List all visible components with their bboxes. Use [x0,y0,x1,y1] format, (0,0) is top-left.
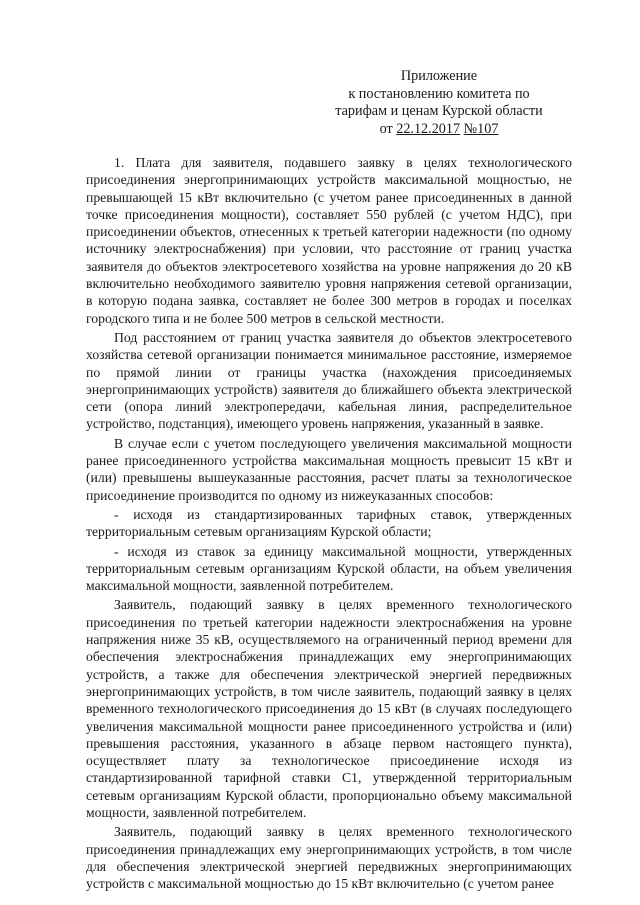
appendix-title: Приложение [400,68,478,84]
paragraph-6: Заявитель, подающий заявку в целях временного технологического присоединения по третьей категории надежности электроснабжения на уровне напряжения ниже 35 кВ, осуществляемого на ограниченный период времени для обеспечения электроснабжения принадлежащих ему энергопринимающих устройств, а также для обеспечения электрической энергией передвижных энергопринимающих устройств, в том числе заявитель, подающий заявку в целях временного технологического присоединения до 15 кВт (в случаях последующего увеличения максимальной мощности ранее присоединенного устройства и (или) превышения расстояния, указанного в абзаце первом настоящего пункта), осуществляет плату за технологическое присоединение исходя из стандартизированной тарифной ставки С1, утвержденной территориальным сетевым организациям Курской области, пропорционально объему максимальной мощности, заявленной потребителем. [86,597,572,820]
document-body [86,154,572,894]
appendix-reference-line: к постановлению комитета по [348,85,530,102]
appendix-date-line [324,121,554,139]
appendix-header [324,68,554,138]
paragraph-4: - исходя из стандартизированных тарифных ставок, утвержденных территориальным сетевым организациям Курской области; [86,506,572,540]
paragraph-2: Под расстоянием от границ участка заявителя до объектов электросетевого хозяйства сетевой организации понимается минимальное расстояние, измеряемое по прямой линии от границы участка (нахождения присоединяемых энергопринимающих устройств) заявителя до ближайшего объекта электрической сети (опора линий электропередачи, кабельная линия, распределительное устройство, подстанция), имеющего уровень напряжения, указанный в заявке. [86,329,572,432]
appendix-committee-line: тарифам и ценам Курской области [335,103,543,119]
resolution-date: 22.12.2017 [396,120,461,137]
date-prefix: от [379,120,393,137]
paragraph-7: Заявитель, подающий заявку в целях временного технологического присоединения принадлежащих ему энергопринимающих устройств, в том числе для обеспечения электрической энергией передвижных энергопринимающих устройств с максимальной мощностью до 15 кВт включительно (с учетом ранее [86,824,572,892]
paragraph-1: 1. Плата для заявителя, подавшего заявку в целях технологического присоединения энергопринимающих устройств максимальной мощностью, не превышающей 15 кВт включительно (с учетом ранее присоединенных в данной точке присоединения мощности), составляет 550 рублей (с учетом НДС), при присоединении объектов, отнесенных к третьей категории надежности (по одному источнику электроснабжения) при условии, что расстояние от границ участка заявителя до объектов электросетевого хозяйства на уровне напряжения до 20 кВ включительно необходимого заявителю уровня напряжения сетевой организации, в которую подана заявка, составляет не более 300 метров в городах и поселках городского типа и не более 500 метров в сельской местности. [86,155,572,326]
resolution-number: №107 [463,120,499,137]
paragraph-5: - исходя из ставок за единицу максимальной мощности, утвержденных территориальным сетевым организациям Курской области, на объем увеличения максимальной мощности, заявленной потребителем. [86,543,572,594]
paragraph-3: В случае если с учетом последующего увеличения максимальной мощности ранее присоединенного устройства максимальная мощность превысит 15 кВт и (или) превышены вышеуказанные расстояния, расчет платы за технологическое присоединение производится по одному из нижеуказанных способов: [86,435,572,503]
